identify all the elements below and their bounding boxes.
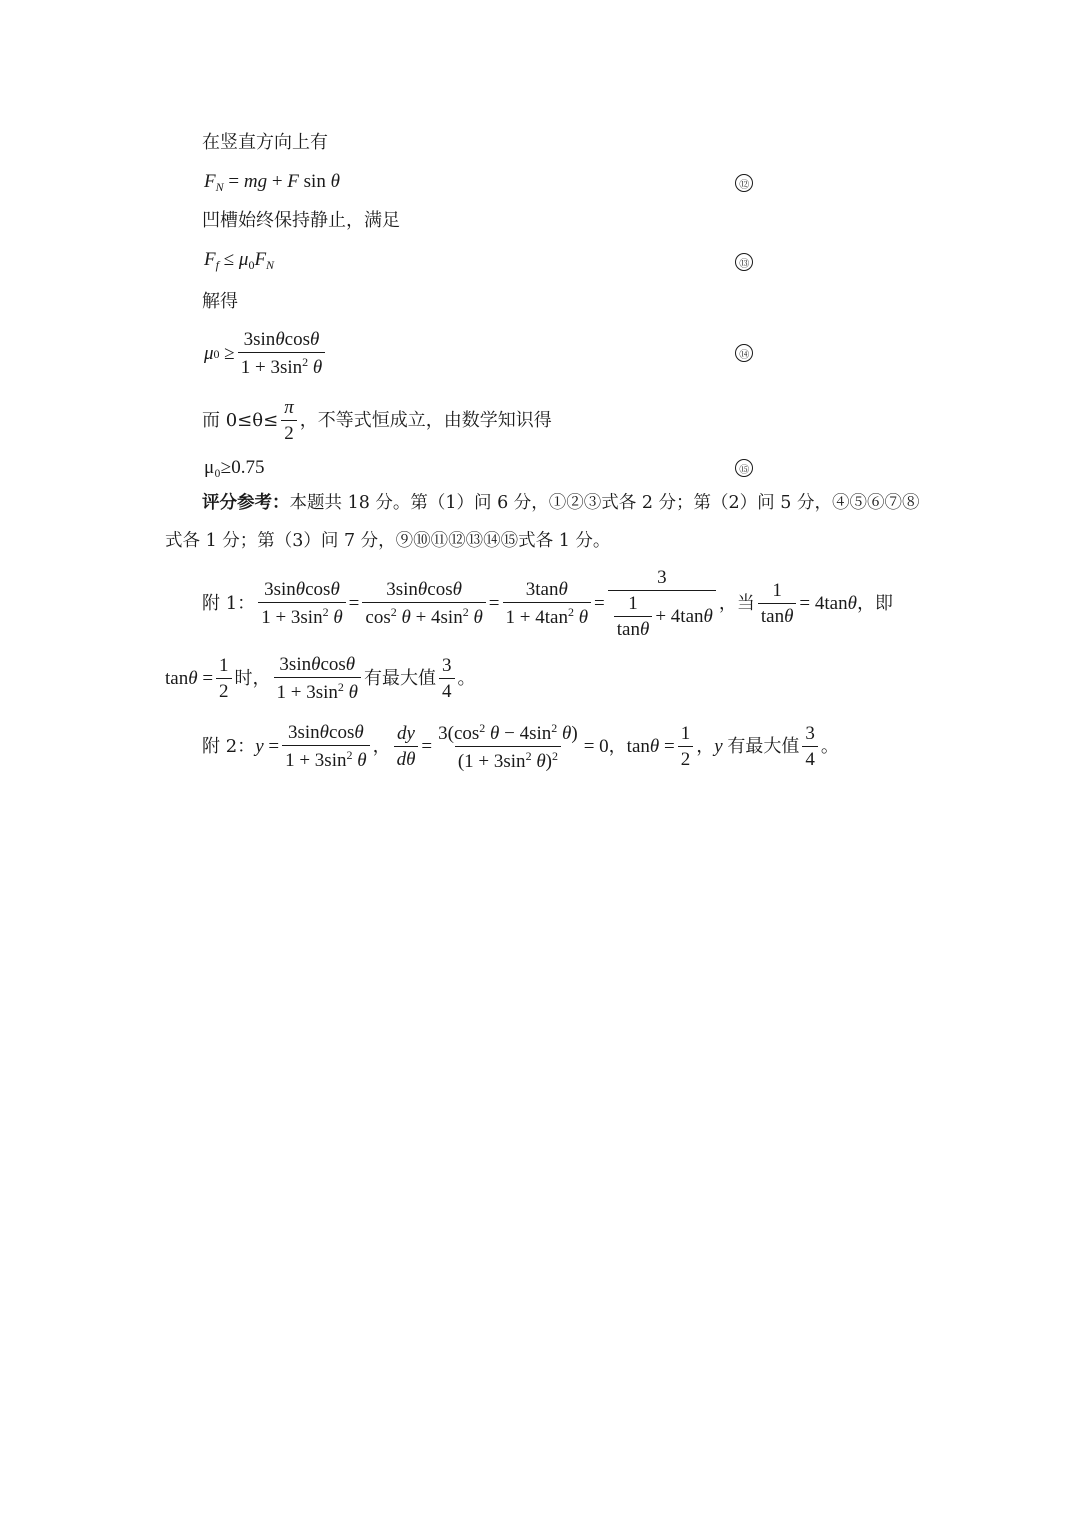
text-inequality-range: 而 0≤θ≤ $\frac{\pi}{2}$ ，不等式恒成立，由数学知识得 [202, 397, 552, 444]
appendix-2-comma-3: ， [696, 735, 715, 757]
appendix-1-label: 附 1： [202, 592, 256, 614]
appendix-1-has-max: 有最大值 [364, 667, 437, 689]
appendix-2-equation: 附 2： y = $\frac{3\sin\theta\cos\theta}{1 + 3\sin^2 \theta}$ ， $\frac{dy}{d\theta}$ = $\frac{3(\cos^2 \theta - 4\sin^2 \theta)}{(1 + 3\sin^2 \theta)^2}$ = 0 ， tan θ = $\frac{1}{2}$ ， y 有最大值 $\frac{3}{4}$ 。 [202, 721, 839, 772]
equation-marker-12: ⑫ [735, 174, 753, 192]
equation-marker-15 [735, 459, 753, 477]
scoring-label: 评分参考： [202, 493, 290, 513]
appendix-2-comma-1: ， [372, 735, 391, 757]
range-prefix: 而 0≤θ≤ [202, 409, 279, 431]
equation-mu-inequality: μ 0 ≥ $\frac{3\sin\theta\cos\theta}{1 + 3\sin^2 \theta}$ [204, 330, 328, 377]
scoring-line-2: 式各 1 分；第（3）问 7 分，⑨⑩⑪⑫⑬⑭⑮式各 1 分。 [165, 531, 611, 551]
equation-friction: $F_f \le \mu_0F_N$ [204, 249, 275, 272]
appendix-2-period: 。 [820, 735, 839, 757]
equation-normal-force: $F_N$ = mg + F sin θ [204, 171, 340, 194]
appendix-2-has-max: 有最大值 [727, 735, 800, 757]
appendix-1-equation: 附 1： $\frac{3\sin\theta\cos\theta}{1 + 3\sin^2 \theta}$ = $\frac{3\sin\theta\cos\theta}{\cos^2 \theta + 4\sin^2 \theta}$ = $\frac{3\tan\theta}{1 + 4\tan^2 \theta}$ = 3 $\frac{1}{\tan\theta}$ + 4tan θ ，当 $\frac{1}{\tan\theta}$ = 4tan θ ，即 [202, 567, 893, 640]
text-static-condition: 凹槽始终保持静止，满足 [202, 210, 400, 231]
scoring-line-1 [202, 495, 919, 513]
appendix-2-comma-2: ， [608, 735, 627, 757]
text-solve: 解得 [202, 291, 238, 312]
equation-marker-14-label: ⑭ [739, 349, 749, 361]
appendix-2-label: 附 2： [202, 735, 256, 757]
scoring-text-1: 本题共 18 分。第（1）问 6 分，①②③式各 2 分；第（2）问 5 分，④⑤⑥⑦⑧ [289, 493, 920, 513]
equation-marker-13: ⑬ [735, 253, 753, 271]
appendix-1-at-time: 时， [234, 667, 271, 689]
appendix-1-when: ，当 [718, 592, 755, 614]
equation-marker-15-label: ⑮ [739, 464, 749, 476]
range-suffix: ，不等式恒成立，由数学知识得 [299, 409, 552, 431]
equation-marker-14 [735, 344, 753, 362]
equation-result: μ₀≥0.75 [204, 457, 265, 478]
appendix-1-period: 。 [457, 667, 476, 689]
text-vertical: 在竖直方向上有 [202, 132, 328, 153]
appendix-1-continuation: tan θ = $\frac{1}{2}$ 时， $\frac{3\sin\theta\cos\theta}{1 + 3\sin^2 \theta}$ 有最大值 $\frac{3}{4}$ 。 [165, 654, 476, 703]
appendix-1-then: ，即 [856, 592, 893, 614]
